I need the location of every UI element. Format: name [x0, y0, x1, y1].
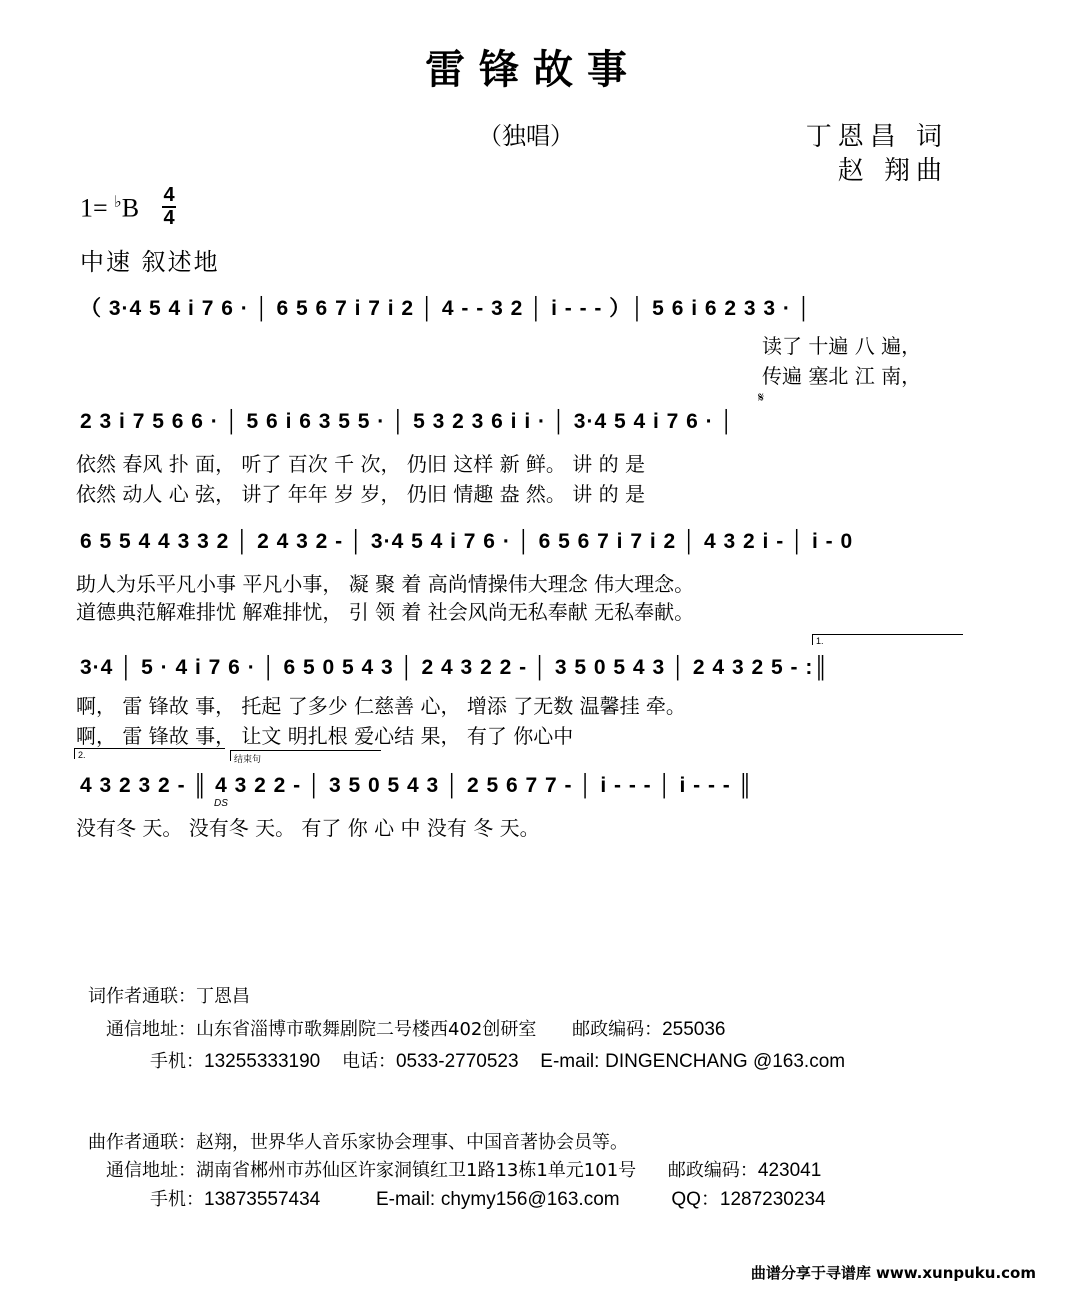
tempo-marking: 中速 叙述地 — [80, 248, 220, 276]
key-tonic: B — [121, 193, 140, 223]
lyric-line-1-verse2: 传遍 塞北 江 南， — [762, 364, 922, 388]
second-ending-bracket: 2. — [74, 748, 225, 759]
composer-address-row: 通信地址：湖南省郴州市苏仙区许家洞镇红卫1路13栋1单元101号 邮政编码：423041 — [106, 1160, 822, 1181]
lyric-line-4-verse2: 啊， 雷 锋故 事， 让文 明扎根 爱心结 果， 有了 你心中 — [76, 724, 574, 748]
first-ending-bracket: 1. — [812, 634, 963, 645]
ds-marker: DS — [214, 798, 228, 809]
score-line-1: （ 3·4 5 4 i 7 6 · │ 6 5 6 7 i 7 i 2 │ 4 - - 3 2 │ i - - - ）│ 5 6 i 6 2 3 3 · │ — [80, 297, 812, 320]
lyric-line-2-verse2: 依然 动人 心 弦， 讲了 年年 岁 岁， 仍旧 情趣 盎 然。 讲 的 是 — [76, 482, 646, 506]
time-sig-top: 4 — [163, 184, 175, 206]
lyric-line-5-verse1: 没有冬 天。 没有冬 天。 有了 你 心 中 没有 冬 天。 — [76, 816, 540, 840]
subtitle: （独唱） — [478, 122, 574, 150]
lyric-line-2-verse1: 依然 春风 扑 面， 听了 百次 千 次， 仍旧 这样 新 鲜。 讲 的 是 — [76, 452, 646, 476]
key-prefix: 1= — [80, 193, 115, 223]
lyric-line-1-verse1: 读了 十遍 八 遍， — [762, 334, 922, 358]
lyricist-credit: 丁恩昌 词 — [805, 122, 948, 152]
footer-credit: 曲谱分享于寻谱库 www.xunpuku.com — [750, 1264, 1036, 1282]
page-title: 雷锋故事 — [425, 46, 641, 93]
lyricist-contact-row: 词作者通联：丁恩昌 — [88, 986, 250, 1007]
score-line-3: 6 5 5 4 4 3 3 2 │ 2 4 3 2 - │ 3·4 5 4 i 7 6 · │ 6 5 6 7 i 7 i 2 │ 4 3 2 i - │ i - 0 — [80, 530, 854, 553]
composer-credit: 赵 翔曲 — [837, 156, 948, 186]
composer-contact-row: 曲作者通联：赵翔，世界华人音乐家协会理事、中国音著协会员等。 — [88, 1132, 628, 1153]
flat-sign: ♭ — [114, 194, 122, 211]
lyricist-phone-row: 手机：13255333190 电话：0533-2770523 E-mail: DINGENCHANG @163.com — [150, 1051, 846, 1072]
composer-phone-row: 手机：13873557434 E-mail: chymy156@163.com QQ：1287230234 — [150, 1189, 826, 1210]
score-line-4: 3·4 │ 5 · 4 i 7 6 · │ 6 5 0 5 4 3 │ 2 4 3 2 2 - │ 3 5 0 5 4 3 │ 2 4 3 2 5 - :║ — [80, 656, 830, 679]
time-sig-bottom: 4 — [163, 207, 175, 229]
segno-sign: 𝄋 — [758, 390, 765, 406]
score-line-2: 2 3 i 7 5 6 6 · │ 5 6 i 6 3 5 5 · │ 5 3 2 3 6 i i · │ 3·4 5 4 i 7 6 · │ — [80, 410, 735, 433]
lyric-line-3-verse2: 道德典范解难排忧 解难排忧， 引 领 着 社会风尚无私奉献 无私奉献。 — [76, 600, 695, 624]
end-phrase-bracket: 结束句 — [230, 750, 381, 761]
key-signature — [80, 192, 139, 224]
score-line-5: 4 3 2 3 2 - ║ 4 3 2 2 - │ 3 5 0 5 4 3 │ 2 5 6 7 7 - │ i - - - │ i - - - ║ — [80, 774, 754, 797]
lyricist-address-row: 通信地址：山东省淄博市歌舞剧院二号楼西402创研室 邮政编码：255036 — [106, 1019, 726, 1040]
lyric-line-3-verse1: 助人为乐平凡小事 平凡小事， 凝 聚 着 高尚情操伟大理念 伟大理念。 — [76, 572, 695, 596]
time-signature — [162, 186, 176, 228]
lyric-line-4-verse1: 啊， 雷 锋故 事， 托起 了多少 仁慈善 心， 增添 了无数 温馨挂 牵。 — [76, 694, 686, 718]
